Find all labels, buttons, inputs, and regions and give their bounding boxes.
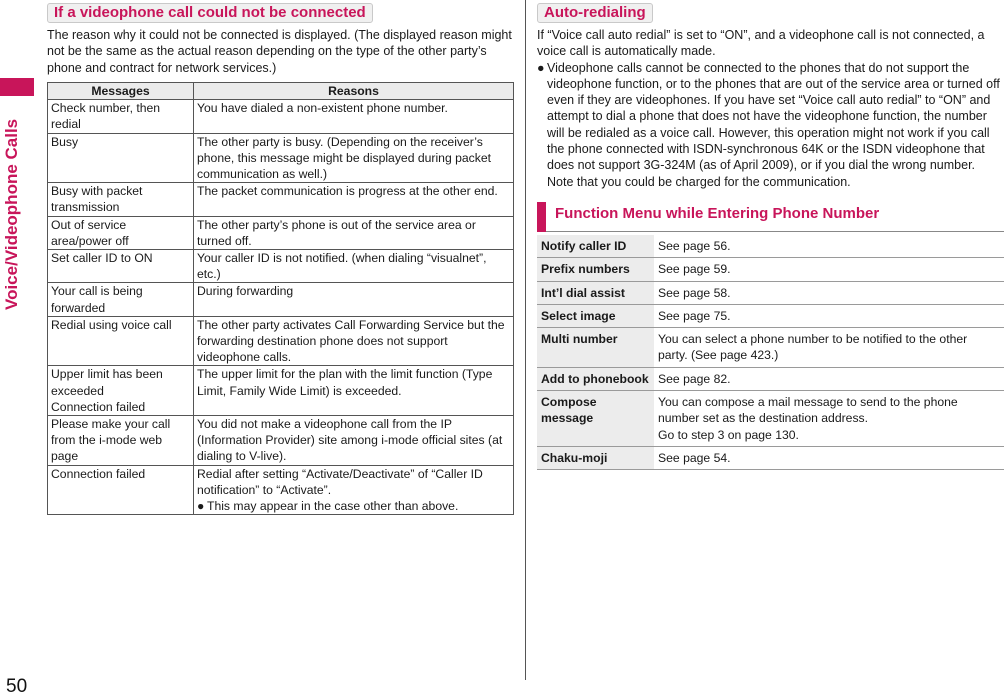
- reason-cell: The other party’s phone is out of the service area or turned off.: [194, 216, 514, 249]
- reason-cell: The packet communication is progress at the other end.: [194, 183, 514, 216]
- function-name: Add to phonebook: [537, 367, 654, 390]
- reason-cell: The other party is busy. (Depending on the receiver’s phone, this message might be displayed during packet communication as well.): [194, 133, 514, 183]
- reason-line: Redial after setting “Activate/Deactivate” of “Caller ID notification” to “Activate”.: [197, 466, 483, 497]
- message-cell: Out of service area/power off: [48, 216, 194, 249]
- reason-cell: The upper limit for the plan with the limit function (Type Limit, Family Wide Limit) is exceeded.: [194, 366, 514, 416]
- table-row: [48, 100, 514, 133]
- table-row: [537, 328, 1004, 368]
- page-number: 50: [6, 676, 28, 697]
- table-row: [48, 283, 514, 316]
- intro-text: The reason why it could not be connected is displayed. (The displayed reason might not be the same as the actual reason depending on the type of the other party’s phone and contract for network services.): [47, 28, 512, 75]
- auto-redialing-intro: If “Voice call auto redial” is set to “ON”, and a videophone call is not connected, a voice call is automatically made.: [537, 28, 985, 59]
- reason-note: [197, 498, 510, 514]
- message-cell: Check number, then redial: [48, 100, 194, 133]
- message-cell: Redial using voice call: [48, 316, 194, 366]
- function-menu-table: [537, 235, 1004, 470]
- table-row: [48, 183, 514, 216]
- function-name: Prefix numbers: [537, 258, 654, 281]
- function-desc: [654, 391, 1004, 447]
- function-desc: See page 54.: [654, 446, 1004, 469]
- message-line: Upper limit has been exceeded: [51, 367, 163, 398]
- reason-cell: You did not make a videophone call from the IP (Information Provider) site among i-mode official sites (at dialing to V-live).: [194, 416, 514, 466]
- bullet-icon: ●: [197, 499, 205, 514]
- messages-reasons-table: [47, 82, 514, 515]
- table-row: [48, 250, 514, 283]
- function-menu-heading: [537, 202, 1004, 232]
- function-menu-title: Function Menu while Entering Phone Number: [555, 205, 880, 222]
- message-line: Connection failed: [51, 399, 146, 414]
- function-desc: You can select a phone number to be notified to the other party. (See page 423.): [654, 328, 1004, 368]
- table-row: [48, 133, 514, 183]
- heading-connection-failure: If a videophone call could not be connected: [47, 3, 373, 23]
- function-desc-line: You can compose a mail message to send to the phone number set as the destination address.: [658, 395, 958, 426]
- table-row: [537, 446, 1004, 469]
- table-header-row: [48, 83, 514, 100]
- header-reasons: Reasons: [194, 83, 514, 100]
- section-tab-marker: [0, 78, 34, 96]
- message-cell: Set caller ID to ON: [48, 250, 194, 283]
- reason-note-text: This may appear in the case other than above.: [207, 499, 459, 514]
- function-name: Compose message: [537, 391, 654, 447]
- function-desc-line: Go to step 3 on page 130.: [658, 427, 799, 442]
- reason-cell: [194, 465, 514, 515]
- heading-auto-redialing: Auto-redialing: [537, 3, 653, 23]
- function-desc: See page 75.: [654, 304, 1004, 327]
- reason-cell: Your caller ID is not notified. (when dialing “visualnet”, etc.): [194, 250, 514, 283]
- reason-cell: You have dialed a non-existent phone number.: [194, 100, 514, 133]
- table-row: [48, 465, 514, 515]
- bullet-icon: ●: [537, 60, 545, 75]
- table-row: [537, 258, 1004, 281]
- table-row: [48, 416, 514, 466]
- function-desc: See page 59.: [654, 258, 1004, 281]
- function-name: Notify caller ID: [537, 235, 654, 258]
- auto-redialing-bullet: [537, 60, 1004, 190]
- reason-cell: The other party activates Call Forwarding Service but the forwarding destination phone does not support videophone calls.: [194, 316, 514, 366]
- table-row: [48, 316, 514, 366]
- table-row: [48, 216, 514, 249]
- message-cell: Your call is being forwarded: [48, 283, 194, 316]
- auto-redialing-body: [537, 27, 1004, 190]
- bullet-text: Videophone calls cannot be connected to the phones that do not support the videophone function, or to the phones that are out of the service area or turned off even if they are videophones. If you have set “Voice call auto redial” to “ON” and attempt to dial a phone that does not have the videophone function, the number will be redialed as a voice call. However, this operation might not work if you call the phone connected with ISDN-synchronous 64K or the ISDN videophone that does not support 3G-324M (as of April 2009), or if you dial the wrong number. Note that you could be charged for the communication.: [547, 60, 1000, 189]
- table-row: [537, 391, 1004, 447]
- message-cell: Busy: [48, 133, 194, 183]
- heading-accent-bar: [537, 202, 546, 232]
- section-title: Voice/Videophone Calls: [2, 118, 21, 310]
- function-name: Select image: [537, 304, 654, 327]
- message-cell: Please make your call from the i-mode web page: [48, 416, 194, 466]
- function-desc: See page 58.: [654, 281, 1004, 304]
- header-messages: Messages: [48, 83, 194, 100]
- message-cell: Busy with packet transmission: [48, 183, 194, 216]
- table-row: [537, 235, 1004, 258]
- table-row: [537, 281, 1004, 304]
- function-desc: See page 56.: [654, 235, 1004, 258]
- reason-cell: During forwarding: [194, 283, 514, 316]
- column-divider: [525, 0, 526, 680]
- table-row: [537, 304, 1004, 327]
- function-name: Multi number: [537, 328, 654, 368]
- message-cell: [48, 366, 194, 416]
- function-name: Int’l dial assist: [537, 281, 654, 304]
- table-row: [537, 367, 1004, 390]
- function-name: Chaku-moji: [537, 446, 654, 469]
- table-row: [48, 366, 514, 416]
- function-desc: See page 82.: [654, 367, 1004, 390]
- message-cell: Connection failed: [48, 465, 194, 515]
- connection-failure-intro: [47, 27, 514, 76]
